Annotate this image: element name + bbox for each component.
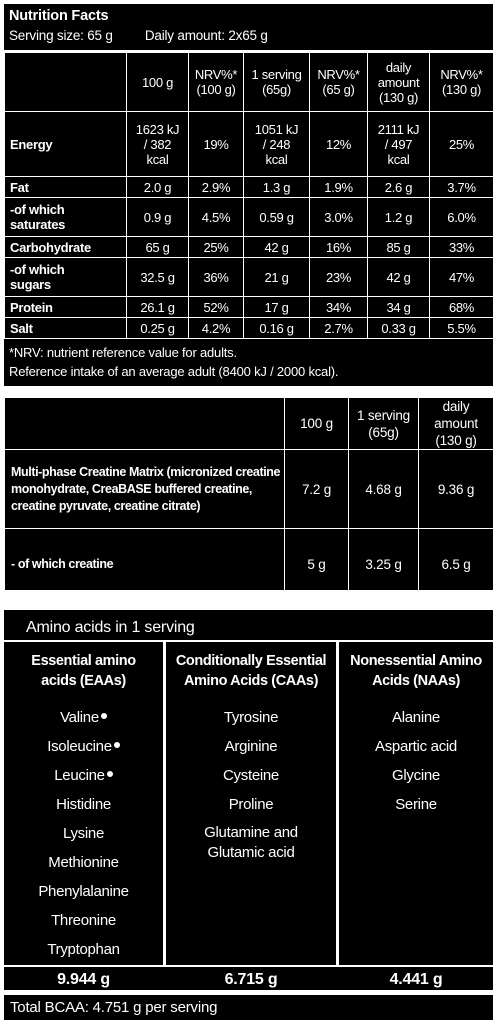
nutrient-value: 2.0 g	[127, 177, 189, 198]
nutrition-column-header: NRV%* (130 g)	[430, 53, 494, 112]
amino-acid-item: Serine	[395, 796, 437, 813]
amino-column-total: 4.441 g	[389, 971, 443, 988]
nutrient-value: 1.2 g	[368, 198, 430, 237]
nutrient-value: 25%	[430, 112, 494, 177]
creatine-value: 7.2 g	[285, 450, 349, 529]
nutrient-value: 2111 kJ / 497 kcal	[368, 112, 430, 177]
nutrient-value: 3.7%	[430, 177, 494, 198]
creatine-label: Multi-phase Creatine Matrix (micronized creatine monohydrate, CreaBASE buffered creatine, creatine pyruvate, creatine citrate)	[5, 450, 285, 529]
amino-column	[166, 650, 336, 863]
nutrient-value: 42 g	[244, 237, 310, 258]
amino-acid-item: Glycine	[392, 767, 440, 784]
nutrient-value: 23%	[310, 258, 368, 297]
nutrition-row	[5, 318, 494, 339]
amino-acid-item: Lysine	[62, 825, 104, 842]
nutrient-value: 1623 kJ / 382 kcal	[127, 112, 189, 177]
reference-intake-footnote: Reference intake of an average adult (8400 kJ / 2000 kcal).	[9, 364, 339, 379]
creatine-value: 6.5 g	[419, 529, 494, 600]
nutrition-header	[4, 4, 493, 52]
nutrition-column-header: 100 g	[127, 53, 189, 112]
bcaa-bullet-icon	[114, 742, 120, 748]
serving-size: Serving size: 65 g	[9, 28, 113, 43]
serving-info	[4, 24, 493, 43]
nutrient-value: 33%	[430, 237, 494, 258]
creatine-column-header: 100 g	[285, 398, 349, 450]
nutrient-value: 34%	[310, 297, 368, 318]
nutrient-label: -of which sugars	[5, 258, 127, 297]
creatine-column-header: 1 serving (65g)	[349, 398, 419, 450]
nutrient-value: 52%	[189, 297, 244, 318]
nutrition-footnote	[4, 339, 493, 381]
nutrient-label: Fat	[5, 177, 127, 198]
nutrition-table	[4, 52, 494, 339]
creatine-header-row	[5, 398, 494, 450]
nutrient-value: 19%	[189, 112, 244, 177]
nutrition-row	[5, 297, 494, 318]
nutrition-column-header: daily amount (130 g)	[368, 53, 430, 112]
nutrient-value: 32.5 g	[127, 258, 189, 297]
amino-column-total: 6.715 g	[224, 971, 278, 988]
nutrition-column-header	[5, 53, 127, 112]
nrv-footnote: *NRV: nutrient reference value for adults.	[9, 345, 237, 360]
nutrition-row	[5, 198, 494, 237]
creatine-value: 4.68 g	[349, 450, 419, 529]
nutrient-value: 47%	[430, 258, 494, 297]
bcaa-bullet-icon	[107, 771, 113, 777]
creatine-table	[4, 397, 494, 600]
amino-column-total: 9.944 g	[57, 971, 110, 988]
amino-acid-item: Threonine	[51, 912, 116, 929]
creatine-value: 5 g	[285, 529, 349, 600]
nutrient-label: Salt	[5, 318, 127, 339]
nutrient-value: 4.5%	[189, 198, 244, 237]
nutrient-value: 2.6 g	[368, 177, 430, 198]
amino-acid-item: Leucine	[4, 761, 163, 790]
nutrient-value: 2.9%	[189, 177, 244, 198]
nutrient-value: 1051 kJ / 248 kcal	[244, 112, 310, 177]
nutrient-value: 68%	[430, 297, 494, 318]
nutrient-label: -of which saturates	[5, 198, 127, 237]
nutrient-value: 0.33 g	[368, 318, 430, 339]
nutrient-label: Energy	[5, 112, 127, 177]
amino-acid-item: Histidine	[56, 796, 111, 813]
amino-acid-item: Glutamine and Glutamic acid	[204, 824, 298, 861]
nutrient-value: 1.3 g	[244, 177, 310, 198]
nutrient-label: Carbohydrate	[5, 237, 127, 258]
amino-acid-item: Proline	[228, 796, 274, 813]
amino-acid-item: Alanine	[392, 709, 440, 726]
nutrition-row	[5, 177, 494, 198]
nutrient-value: 34 g	[368, 297, 430, 318]
amino-acid-item: Tryptophan	[47, 941, 120, 958]
nutrient-value: 6.0%	[430, 198, 494, 237]
nutrient-value: 0.9 g	[127, 198, 189, 237]
amino-acid-item: Cysteine	[223, 767, 279, 784]
totals-divider	[4, 965, 493, 967]
nutrition-column-header: NRV%* (100 g)	[189, 53, 244, 112]
nutrient-value: 21 g	[244, 258, 310, 297]
nutrient-value: 0.25 g	[127, 318, 189, 339]
amino-title-divider	[4, 640, 493, 642]
daily-amount: Daily amount: 2x65 g	[144, 28, 268, 43]
amino-acid-item: Methionine	[48, 854, 119, 871]
nutrient-value: 0.59 g	[244, 198, 310, 237]
amino-title: Amino acids in 1 serving	[26, 619, 195, 636]
nutrient-value: 2.7%	[310, 318, 368, 339]
amino-column-heading: Essential amino acids (EAAs)	[31, 653, 136, 689]
creatine-label: - of which creatine	[5, 529, 285, 600]
creatine-panel	[2, 395, 495, 592]
nutrient-value: 0.16 g	[244, 318, 310, 339]
nutrient-value: 85 g	[368, 237, 430, 258]
nutrition-facts-panel	[2, 2, 495, 388]
creatine-row	[5, 529, 494, 600]
creatine-column-header	[5, 398, 285, 450]
nutrition-column-header: 1 serving (65g)	[244, 53, 310, 112]
bcaa-bullet-icon	[101, 713, 107, 719]
amino-acid-item: Phenylalanine	[38, 883, 129, 900]
amino-column	[339, 650, 493, 819]
nutrition-title: Nutrition Facts	[9, 8, 109, 24]
nutrition-row	[5, 258, 494, 297]
amino-acid-item: Valine	[4, 703, 163, 732]
creatine-value: 9.36 g	[419, 450, 494, 529]
nutrition-row	[5, 112, 494, 177]
nutrient-value: 3.0%	[310, 198, 368, 237]
nutrient-value: 25%	[189, 237, 244, 258]
nutrient-value: 5.5%	[430, 318, 494, 339]
nutrient-value: 36%	[189, 258, 244, 297]
nutrition-column-header: NRV%* (65 g)	[310, 53, 368, 112]
nutrient-value: 42 g	[368, 258, 430, 297]
amino-acid-item: Isoleucine	[4, 732, 163, 761]
nutrient-label: Protein	[5, 297, 127, 318]
nutrient-value: 17 g	[244, 297, 310, 318]
nutrition-header-row	[5, 53, 494, 112]
nutrient-value: 26.1 g	[127, 297, 189, 318]
creatine-value: 3.25 g	[349, 529, 419, 600]
amino-column	[4, 650, 163, 964]
creatine-column-header: daily amount (130 g)	[419, 398, 494, 450]
amino-acid-item: Tyrosine	[223, 709, 279, 726]
nutrient-value: 4.2%	[189, 318, 244, 339]
amino-column-heading: Nonessential Amino Acids (NAAs)	[350, 653, 482, 689]
creatine-row	[5, 450, 494, 529]
total-bcaa: Total BCAA: 4.751 g per serving	[2, 993, 495, 1022]
nutrition-row	[5, 237, 494, 258]
nutrient-value: 1.9%	[310, 177, 368, 198]
amino-acid-item: Arginine	[224, 738, 278, 755]
amino-acids-panel	[2, 608, 495, 992]
nutrient-value: 12%	[310, 112, 368, 177]
nutrient-value: 65 g	[127, 237, 189, 258]
amino-acid-item: Aspartic acid	[375, 738, 457, 755]
nutrient-value: 16%	[310, 237, 368, 258]
amino-column-heading: Conditionally Essential Amino Acids (CAAs)	[175, 653, 327, 689]
